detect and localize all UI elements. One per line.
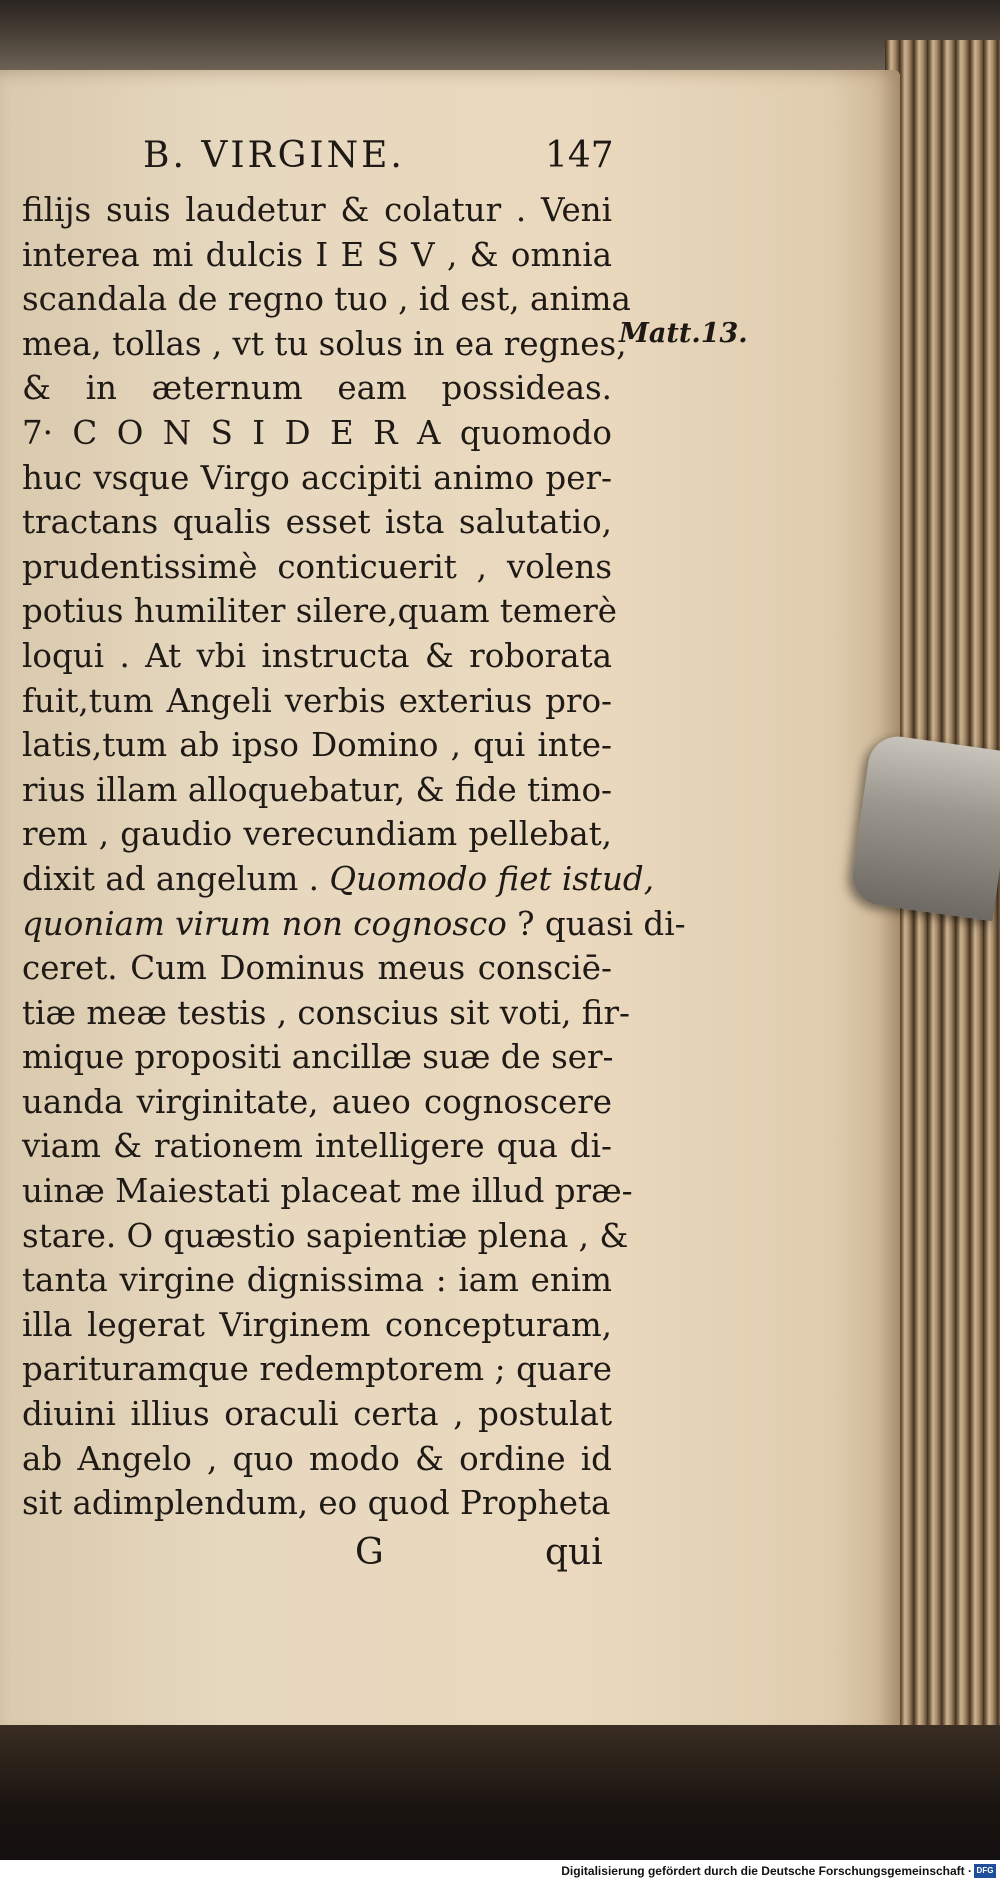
text-segment: uanda virginitate, aueo cognoscere <box>22 1082 612 1121</box>
text-line <box>22 991 630 1036</box>
text-segment: mea, tollas , vt tu solus in ea regnes, <box>22 324 627 363</box>
text-segment: tanta virgine dignissima : iam enim <box>22 1261 612 1300</box>
text-line <box>22 322 627 367</box>
text-segment: tiæ meæ testis , conscius sit voti, fir- <box>22 993 630 1032</box>
text-segment: & in æternum eam possideas. <box>22 369 612 408</box>
running-title: B. VIRGINE. <box>143 135 405 176</box>
text-segment: 7· C O N S I D E R A quomodo <box>22 413 612 452</box>
text-segment: latis,tum ab ipso Domino , qui inte- <box>22 726 612 765</box>
text-segment: rem , gaudio verecundiam pellebat, <box>22 815 612 854</box>
text-segment: filijs suis laudetur & colatur . Veni <box>22 191 612 229</box>
page-number: 147 <box>545 135 614 176</box>
text-line <box>22 1258 612 1303</box>
text-line <box>22 768 612 813</box>
text-line <box>22 1080 612 1125</box>
text-line <box>22 857 655 902</box>
text-segment: ceret. Cum Dominus meus consciē- <box>22 949 612 988</box>
text-line <box>22 946 612 991</box>
text-line <box>22 500 612 545</box>
text-segment: potius humiliter silere,quam temerè <box>22 592 617 631</box>
page-clip <box>849 733 1000 922</box>
text-segment: prudentissimè conticuerit , volens <box>22 547 612 586</box>
text-segment: fuit,tum Angeli verbis exterius pro- <box>22 681 612 720</box>
signature-mark: G <box>355 1532 384 1573</box>
text-segment: scandala de regno tuo , id est, anima <box>22 280 631 319</box>
text-line <box>22 1303 612 1348</box>
text-line <box>22 1214 629 1259</box>
text-segment: rius illam alloquebatur, & fide timo- <box>22 770 612 809</box>
text-line <box>22 1347 612 1392</box>
italic-quotation: Quomodo fiet istud, <box>329 859 655 898</box>
digitization-footer <box>0 1860 1000 1882</box>
text-line <box>22 456 612 501</box>
text-line <box>22 902 686 947</box>
catchword: qui <box>545 1532 603 1573</box>
funding-credit: Digitalisierung gefördert durch die Deutsche Forschungsgemeinschaft · <box>561 1864 972 1878</box>
text-segment: viam & rationem intelligere qua di- <box>22 1127 612 1166</box>
text-segment: sit adimplendum, eo quod Propheta <box>22 1484 611 1523</box>
text-segment: uinæ Maiestati placeat me illud præ- <box>22 1172 633 1211</box>
text-line <box>22 589 617 634</box>
text-segment: loqui . At vbi instructa & roborata <box>22 636 612 675</box>
text-segment: illa legerat Virginem concepturam, <box>22 1305 612 1344</box>
italic-quotation: quoniam virum non cognosco <box>22 904 507 943</box>
text-line <box>22 1437 612 1482</box>
bottom-shadow <box>0 1725 1000 1860</box>
text-segment: tractans qualis esset ista salutatio, <box>22 503 612 542</box>
text-line <box>22 1481 612 1526</box>
text-line <box>22 1124 612 1169</box>
text-line <box>22 545 612 590</box>
text-line <box>22 366 612 411</box>
text-line <box>22 277 631 322</box>
text-line <box>22 1392 612 1437</box>
text-line <box>22 1169 633 1214</box>
text-segment: dixit ad angelum . <box>22 859 330 898</box>
text-line <box>22 812 612 857</box>
page-header <box>0 135 640 185</box>
text-line <box>22 679 612 724</box>
text-segment: ab Angelo , quo modo & ordine id <box>22 1439 612 1478</box>
text-line <box>22 233 612 278</box>
text-line <box>22 1035 612 1080</box>
text-segment: diuini illius oraculi certa , postulat <box>22 1395 612 1434</box>
text-segment: parituramque redemptorem ; quare <box>22 1350 612 1389</box>
marginal-note: Matt.13. <box>619 318 748 349</box>
text-segment: huc vsque Virgo accipiti animo per- <box>22 458 612 497</box>
text-line <box>22 723 612 768</box>
text-segment: stare. O quæstio sapientiæ plena , & <box>22 1216 629 1255</box>
text-segment: ? quasi di- <box>506 904 686 943</box>
text-segment: mique propositi ancillæ suæ de ser- <box>22 1038 614 1077</box>
text-line <box>22 634 612 679</box>
dfg-logo: DFG <box>974 1864 996 1878</box>
text-line <box>22 411 612 456</box>
text-line <box>22 188 612 233</box>
text-segment: interea mi dulcis I E S V , & omnia <box>22 235 612 274</box>
